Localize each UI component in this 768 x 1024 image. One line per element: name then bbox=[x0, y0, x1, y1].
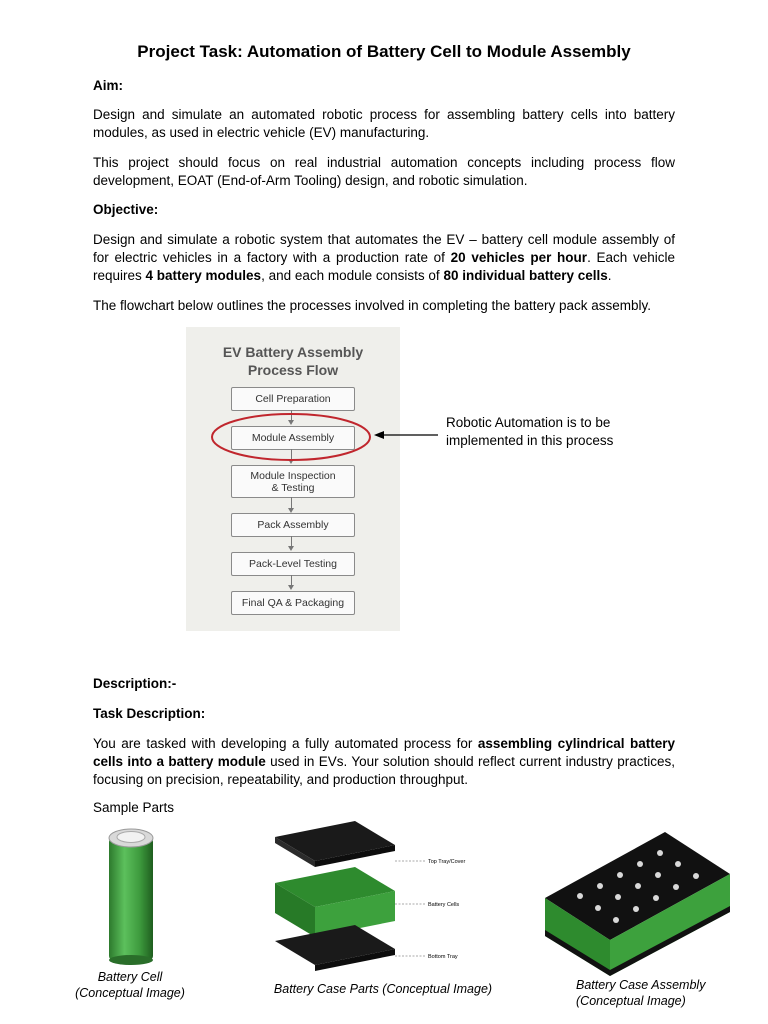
aim-paragraph-2: This project should focus on real industrial automation concepts including process flow development, EOAT (End-of-Arm Tooling) design, and robotic simulation. bbox=[93, 155, 675, 188]
aim-paragraph-1: Design and simulate an automated robotic process for assembling battery cells into battery modules, as used in electric vehicle (EV) manufacturing. bbox=[93, 107, 675, 140]
highlight-ellipse bbox=[212, 414, 370, 460]
page-title: Project Task: Automation of Battery Cell to Module Assembly bbox=[137, 42, 631, 61]
battery-cell-caption: Battery Cell (Conceptual Image) bbox=[75, 970, 185, 1000]
highlight-overlay bbox=[210, 408, 450, 468]
step-module-inspection: Module Inspection & Testing bbox=[231, 465, 355, 498]
label-top-tray: Top Tray/Cover bbox=[428, 859, 466, 865]
flow-arrowhead bbox=[288, 585, 294, 590]
step-pack-level-testing: Pack-Level Testing bbox=[231, 552, 355, 576]
step-module-assembly: Module Assembly bbox=[231, 426, 355, 450]
battery-case-assembly-caption: Battery Case Assembly (Conceptual Image) bbox=[576, 978, 706, 1008]
flowchart-title: EV Battery Assembly Process Flow bbox=[222, 344, 364, 378]
step-pack-assembly: Pack Assembly bbox=[231, 513, 355, 537]
battery-cell-image bbox=[104, 826, 158, 966]
label-bottom-tray: Bottom Tray bbox=[428, 954, 458, 960]
task-description-paragraph: You are tasked with developing a fully automated process for assembling cylindrical battery cells into a battery module used in EVs. Your solution should reflect current industry practices, focusing on precision, repeatability, and production throughput. bbox=[93, 736, 675, 787]
step-cell-preparation: Cell Preparation bbox=[231, 387, 355, 411]
flow-arrowhead bbox=[288, 546, 294, 551]
description-heading: Description:- bbox=[93, 676, 177, 691]
task-description-heading: Task Description: bbox=[93, 706, 206, 721]
objective-paragraph-1: Design and simulate a robotic system that automates the EV – battery cell module assembly of for electric vehicles in a factory with a production rate of 20 vehicles per hour. Each vehicle requires 4 battery modules, and each module consists of 80 individual battery cells. bbox=[93, 232, 676, 283]
objective-paragraph-2: The flowchart below outlines the processes involved in completing the battery pack assembly. bbox=[93, 298, 652, 313]
objective-heading: Objective: bbox=[93, 202, 159, 217]
battery-case-parts-caption: Battery Case Parts (Conceptual Image) bbox=[273, 982, 493, 996]
battery-case-assembly-image bbox=[540, 826, 740, 976]
annotation-arrowhead bbox=[374, 431, 384, 439]
label-battery-cells: Battery Cells bbox=[428, 902, 460, 908]
step-final-qa-packaging: Final QA & Packaging bbox=[231, 591, 355, 615]
sample-parts-label: Sample Parts bbox=[93, 800, 175, 815]
process-flowchart bbox=[186, 327, 400, 631]
battery-case-parts-image bbox=[270, 815, 480, 975]
automation-annotation: Robotic Automation is to be implemented in this process bbox=[446, 415, 614, 448]
aim-heading: Aim: bbox=[93, 78, 123, 93]
